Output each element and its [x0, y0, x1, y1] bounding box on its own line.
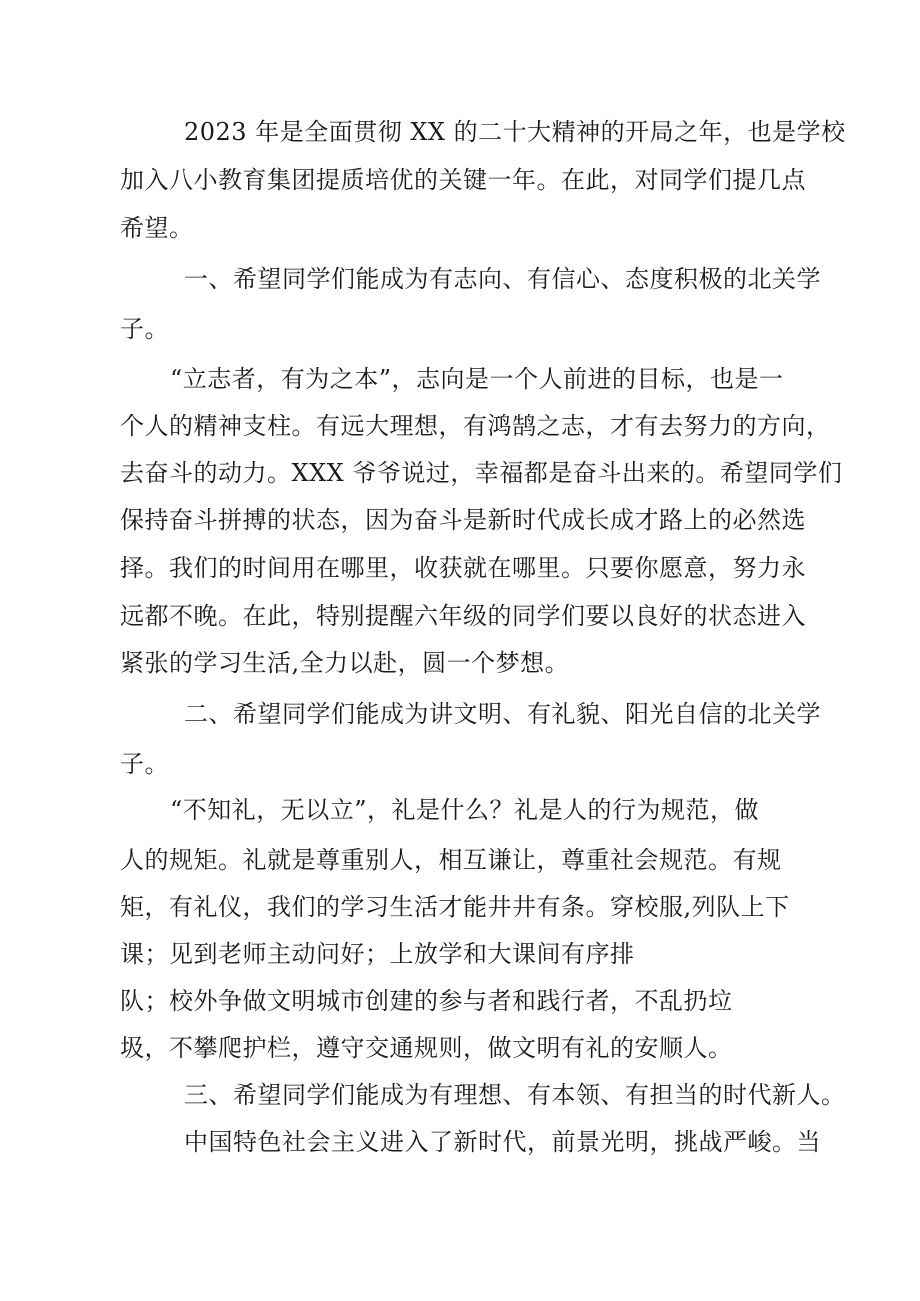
- point-2-body-line-3: 矩，有礼仪，我们的学习生活才能井井有条。穿校服,列队上下: [120, 893, 790, 921]
- point-3-heading-line-1: 三、希望同学们能成为有理想、有本领、有担当的时代新人。: [184, 1081, 846, 1109]
- point-1-body-line-1: “立志者，有为之本”，志向是一个人前进的目标，也是一: [170, 365, 784, 393]
- intro-line-3: 希望。: [120, 214, 194, 242]
- point-1-heading-line-1: 一、希望同学们能成为有志向、有信心、态度积极的北关学: [184, 265, 821, 293]
- point-1-body-line-4: 保持奋斗拼搏的状态，因为奋斗是新时代成长成才路上的必然选: [120, 506, 806, 534]
- point-2-body-line-1: “不知礼，无以立”，礼是什么？礼是人的行为规范，做: [170, 796, 760, 824]
- point-1-body-line-7: 紧张的学习生活,全力以赴，圆一个梦想。: [120, 649, 570, 677]
- point-2-heading-line-2: 子。: [120, 750, 169, 778]
- point-2-heading-line-1: 二、希望同学们能成为讲文明、有礼貌、阳光自信的北关学: [184, 700, 821, 728]
- point-2-body-line-4: 课；见到老师主动问好；上放学和大课间有序排: [120, 940, 635, 968]
- point-1-body-line-5: 择。我们的时间用在哪里，收获就在哪里。只要你愿意，努力永: [120, 554, 806, 582]
- point-1-body-line-3: 去奋斗的动力。XXX 爷爷说过，幸福都是奋斗出来的。希望同学们: [120, 459, 843, 487]
- point-3-body-line-1: 中国特色社会主义进入了新时代，前景光明，挑战严峻。当: [184, 1128, 821, 1156]
- point-2-body-line-2: 人的规矩。礼就是尊重别人，相互谦让，尊重社会规范。有规: [120, 846, 782, 874]
- point-2-body-line-5: 队；校外争做文明城市创建的参与者和践行者，不乱扔垃: [120, 987, 733, 1015]
- point-1-heading-line-2: 子。: [120, 315, 169, 343]
- point-1-body-line-6: 远都不晚。在此，特别提醒六年级的同学们要以良好的状态进入: [120, 602, 806, 630]
- intro-line-2: 加入八小教育集团提质培优的关键一年。在此，对同学们提几点: [120, 166, 806, 194]
- intro-line-1: 2023 年是全面贯彻 XX 的二十大精神的开局之年，也是学校: [184, 118, 846, 146]
- point-2-body-line-6: 圾，不攀爬护栏，遵守交通规则，做文明有礼的安顺人。: [120, 1034, 733, 1062]
- point-1-body-line-2: 个人的精神支柱。有远大理想，有鸿鹄之志，才有去努力的方向，: [120, 412, 831, 440]
